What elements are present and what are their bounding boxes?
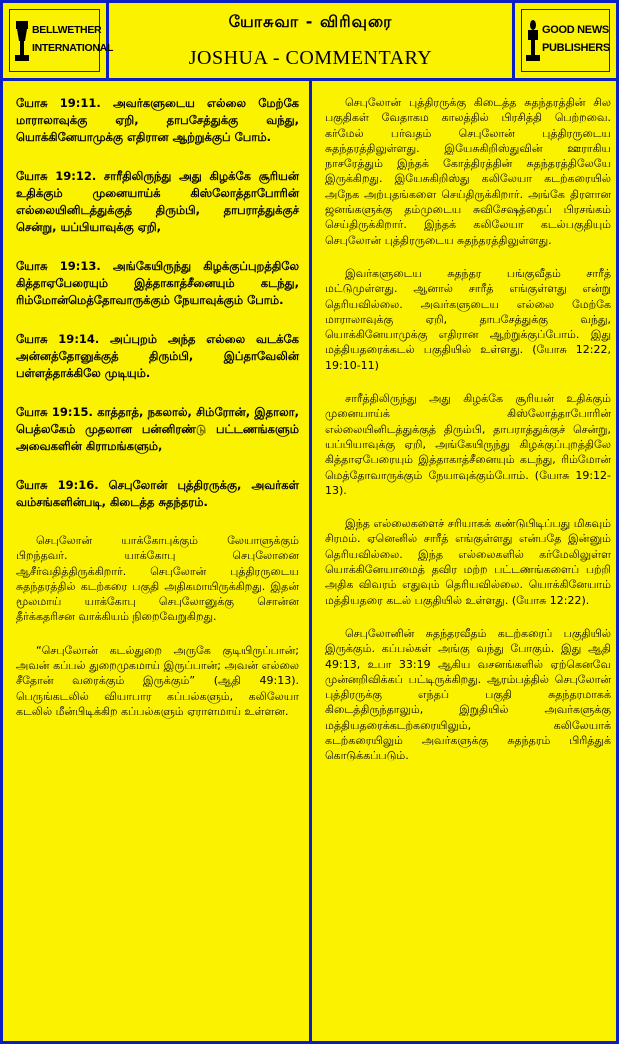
logo-line-1: BELLWETHER — [32, 24, 102, 36]
logo-line-1: GOOD NEWS — [542, 24, 609, 36]
header — [3, 3, 616, 81]
title-tamil: யோசுவா - விரிவுரை — [228, 12, 393, 31]
verse-19-11: யோசு 19:11. அவர்களுடைய எல்லை மேற்கே மாராலாவுக்கு ஏறி, தாபசேத்துக்கு வந்து, யொக்கினேயாமுக்கு எதிரான ஆற்றுக்குப் போம். — [16, 96, 299, 144]
title-english: JOSHUA - COMMENTARY — [188, 47, 433, 69]
logo-line-2: INTERNATIONAL — [32, 42, 114, 54]
verse-19-15: யோசு 19:15. காத்தாத், நகலால், சிம்ரோன், இதாலா, பெத்லகேம் முதலான பன்னிரண்டு பட்டணங்களும் அவைகளின் கிராமங்களும், — [16, 405, 299, 453]
commentary-paragraph: செபுலோனின் சுதந்தரவீதம் கடற்கரைப் பகுதியில் இருக்கும். கப்பல்கள் அங்கு வந்து போகும். இது ஆதி 49:13, உபா 33:19 ஆகிய வசனங்களில் ஏற்கெனவே முன்னறிவிக்கப் பட்டிருக்கிறது. ஆரம்பத்தில் செபுலோன் புத்திரருக்கு எந்தப் பகுதி சுதந்தரமாகக் கிடைத்திருந்தாலும், இறுதியில் அவர்களுக்கு மத்தியதரைக்கடற்கரையிலும், கலிலேயாக் கடற்கரையிலும் அவர்களுக்கு சுதந்தரம் பிரித்துக் கொடுக்கப்படும். — [325, 626, 611, 763]
logo-frame — [521, 9, 610, 72]
commentary-paragraph: சாரீத்திலிருந்து அது கிழக்கே சூரியன் உதிக்கும் முனையாய்க் கிஸ்லோத்தாபோரின் எல்லையினிடத்துக்குத் திரும்பி, தாபராத்துக்குச் சென்று, யப்பியாவுக்கு ஏறி, அங்கேயிருந்து கிழக்குப்புறத்திலே கித்தாஏபேரையும் இத்தாகாத்சீனையும் கடந்து, ரிம்மோன் மெத்தோவாருக்கும் நேயாவுக்கும்போம். (யோசு 19:12-13). — [325, 392, 611, 497]
lamp-icon — [13, 19, 31, 63]
commentary-paragraph: செபுலோன் புத்திரருக்கு கிடைத்த சுதந்தரத்தின் சில பகுதிகள் வேதாகம காலத்தில் பிரசித்தி பெற்றவை. கர்மேல் பர்வதம் செபுலோன் புத்திரருடைய சுதந்தரத்திலுள்ளது. இயேசுகிறிஸ்துவின் ஊராகிய நாசரேத்தும் இந்தக் கோத்திரத்தின் சுதந்தரத்திலேயே இருக்கிறது. இயேசுகிறிஸ்து கலிலேயா கடற்கரையில் அநேக அற்புதங்களை செய்திருக்கிறார். அங்கே திரளான ஜனங்களுக்கு தம்முடைய சுவிசேஷத்தைப் பிரசங்கம் செய்திருக்கிறார். இந்தக் கலிலேயா கடல்பகுதியும் செபுலோன் புத்திரருடைய சுதந்தரத்திலுள்ளது. — [325, 96, 611, 247]
logo-line-2: PUBLISHERS — [542, 42, 610, 54]
verse-19-13: யோசு 19:13. அங்கேயிருந்து கிழக்குப்புறத்திலே கித்தாஏபேரையும் இத்தாகாத்சீனையும் கடந்து, ரிம்மோன்மெத்தோவாருக்கும் நேயாவுக்கும் போம். — [16, 259, 299, 307]
verse-19-14: யோசு 19:14. அப்புறம் அந்த எல்லை வடக்கே அன்னத்தோனுக்குத் திரும்பி, இப்தாவேலின் பள்ளத்தாக்கிலே முடியும். — [16, 332, 299, 380]
good-news-logo — [512, 3, 616, 78]
verse-19-16: யோசு 19:16. செபுலோன் புத்திரருக்கு, அவர்கள் வம்சங்களின்படி, கிடைத்த சுதந்தரம். — [16, 478, 299, 509]
verse-19-12: யோசு 19:12. சாரீதிலிருந்து அது கிழக்கே சூரியன் உதிக்கும் முனையாய்க் கிஸ்லோத்தாபோரின் எல்லையினிடத்துக்குத் திரும்பி, தாபராத்துக்குச் சென்று, யப்பியாவுக்கு ஏறி, — [16, 169, 299, 234]
logo-frame — [9, 9, 114, 72]
commentary-paragraph: செபுலோன் யாக்கோபுக்கும் லேயாளுக்கும் பிறந்தவர். யாக்கோபு செபுலோனை ஆசீர்வதித்திருக்கிறார். செபுலோன் புத்திரருடைய சுதந்தரத்தில் கடற்கரை பகுதி அதிகமாயிருக்கிறது. இதன் மூலமாய் யாக்கோபு செபுலோனுக்கு சொன்ன தீர்க்கதரிசன வாக்கியம் நிறைவேறுகிறது. — [16, 534, 299, 624]
commentary-paragraph: “செபுலோன் கடல்துறை அருகே குடியிருப்பான்; அவன் கப்பல் துறைமுகமாய் இருப்பான்; அவன் எல்லை சீதோன் வரைக்கும் இருக்கும்” (ஆதி 49:13). பெருங்கடலில் வியாபார கப்பல்களும், கலிலேயா கடலில் மீன்பிடிக்கிற கப்பல்களும் ஏராளமாய் உள்ளன. — [16, 643, 299, 718]
commentary-paragraph: இந்த எல்லைகளைச் சரியாகக் கண்டுபிடிப்பது மிகவும் சிரமம். ஏனெனில் சாரீத் எங்குள்ளது என்பதே இன்னும் தெரியவில்லை. இந்த எல்லைகளில் கர்மேலிலுள்ள யொக்கினேயாமைத் தவிர மற்ற பட்டணங்களைப் பற்றி அதிக விவரம் எதுவும் தெரியவில்லை. யொக்கினேயாம் மத்தியதரை கடல் பகுதியில் உள்ளது. (யோசு 12:22). — [325, 517, 611, 607]
right-column — [315, 81, 619, 1041]
title-box — [109, 3, 512, 78]
commentary-paragraph: இவர்களுடைய சுதந்தர பங்குவீதம் சாரீத் மட்டுமுள்ளது. ஆனால் சாரீத் எங்குள்ளது என்று தெரியவில்லை. அவர்களுடைய எல்லை மேற்கே மாராலாவுக்கு ஏறி, தாபசேத்துக்கு வந்து, யொக்கினேயாமுக்கு எதிரான ஆற்றுக்குப்போம். இது மத்தியதரைக்கடல் பகுதியில் உள்ளது. (யோசு 12:22, 19:10-11) — [325, 266, 611, 372]
bellwether-logo — [3, 3, 114, 78]
lamp-icon — [525, 19, 541, 63]
left-column — [6, 81, 312, 1041]
